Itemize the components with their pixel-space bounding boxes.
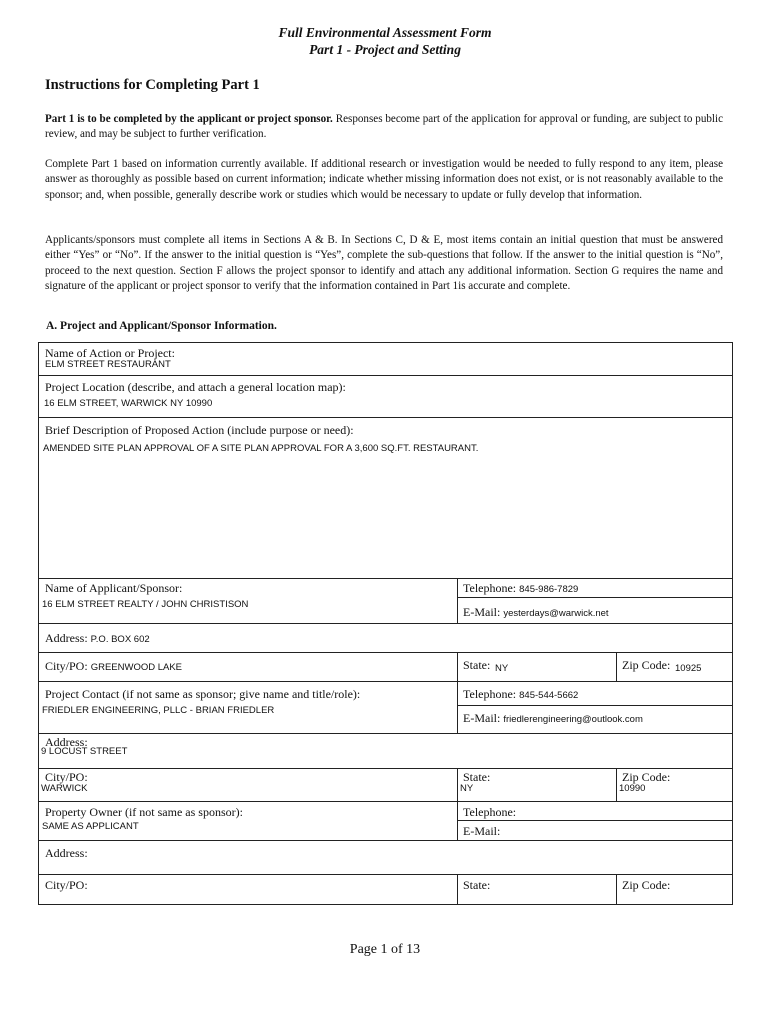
divider: [39, 801, 732, 802]
applicant-city: [45, 659, 182, 674]
owner-telephone-label: Telephone:: [463, 805, 517, 819]
name-of-action-label: Name of Action or Project:: [45, 346, 175, 360]
applicant-state-label: State:: [463, 658, 491, 672]
applicant-telephone: [463, 581, 578, 596]
applicant-email: [463, 605, 609, 620]
applicant-address-label: Address:: [45, 631, 88, 645]
contact-email-field[interactable]: friedlerengineering@outlook.com: [503, 714, 643, 725]
applicant-city-field[interactable]: GREENWOOD LAKE: [90, 662, 183, 673]
divider: [616, 652, 617, 681]
contact-email-label: E-Mail:: [463, 711, 501, 725]
page-number: Page 1 of 13: [349, 942, 421, 957]
applicant-name-label: Name of Applicant/Sponsor:: [45, 581, 183, 595]
divider: [457, 597, 732, 598]
divider: [39, 652, 732, 653]
applicant-email-label: E-Mail:: [463, 605, 501, 619]
divider: [39, 840, 732, 841]
brief-description-label: Brief Description of Proposed Action (include purpose or need):: [45, 423, 354, 437]
divider: [457, 768, 458, 840]
applicant-telephone-label: Telephone:: [463, 581, 517, 595]
contact-email: [463, 711, 643, 726]
owner-name-label: Property Owner (if not same as sponsor):: [45, 805, 243, 819]
divider: [457, 874, 458, 905]
divider: [457, 820, 732, 821]
instructions-title: Instructions for Completing Part 1: [45, 77, 260, 93]
project-location-label: Project Location (describe, and attach a general location map):: [45, 380, 346, 394]
contact-state-field[interactable]: NY: [460, 783, 474, 794]
applicant-name-field[interactable]: 16 ELM STREET REALTY / JOHN CHRISTISON: [42, 599, 249, 610]
divider: [39, 417, 732, 418]
owner-state-label: State:: [463, 878, 491, 892]
owner-city-label: City/PO:: [45, 878, 88, 892]
applicant-zip-label: Zip Code:: [622, 658, 671, 672]
instructions-paragraph-1-bold: Part 1 is to be completed by the applicant or project sponsor.: [45, 113, 333, 125]
contact-name-label: Project Contact (if not same as sponsor; give name and title/role):: [45, 687, 361, 701]
contact-name-field[interactable]: FRIEDLER ENGINEERING, PLLC - BRIAN FRIEDLER: [42, 705, 275, 716]
contact-city-label: City/PO:: [45, 770, 88, 784]
applicant-address-field[interactable]: P.O. BOX 602: [90, 634, 150, 645]
divider: [39, 578, 732, 579]
divider: [616, 874, 617, 905]
owner-email-label: E-Mail:: [463, 824, 501, 838]
contact-city-field[interactable]: WARWICK: [41, 783, 88, 794]
applicant-address: [45, 631, 150, 646]
divider: [39, 874, 732, 875]
divider: [39, 681, 732, 682]
contact-telephone-field[interactable]: 845-544-5662: [519, 690, 579, 701]
divider: [39, 375, 732, 376]
owner-name-field[interactable]: SAME AS APPLICANT: [42, 821, 139, 832]
divider: [457, 652, 458, 733]
owner-address-label: Address:: [45, 846, 88, 860]
contact-state-label: State:: [463, 770, 491, 784]
name-of-action-field[interactable]: ELM STREET RESTAURANT: [45, 359, 171, 370]
contact-telephone-label: Telephone:: [463, 687, 517, 701]
section-a-title: A. Project and Applicant/Sponsor Information.: [46, 320, 277, 332]
project-info-form: [38, 342, 733, 905]
owner-zip-label: Zip Code:: [622, 878, 671, 892]
contact-address-field[interactable]: 9 LOCUST STREET: [41, 746, 128, 757]
instructions-paragraph-2: Complete Part 1 based on information currently available. If additional research or investigation would be needed to fully respond to any item, please answer as thoroughly as possible based on current information; indicate whether missing information does not exist, or is not reasonably available to the sponsor; and, when possible, generally describe work or studies which would be necessary to update or fully develop that information.: [45, 158, 723, 201]
applicant-state-field[interactable]: NY: [495, 663, 509, 674]
contact-address-label: Address:: [45, 735, 88, 749]
divider: [39, 733, 732, 734]
applicant-email-field[interactable]: yesterdays@warwick.net: [503, 608, 609, 619]
divider: [39, 768, 732, 769]
divider: [616, 768, 617, 801]
divider: [457, 705, 732, 706]
form-title: Full Environmental Assessment Form: [278, 25, 492, 40]
project-location-field[interactable]: 16 ELM STREET, WARWICK NY 10990: [44, 398, 213, 409]
applicant-city-label: City/PO:: [45, 659, 88, 673]
brief-description-field[interactable]: AMENDED SITE PLAN APPROVAL OF A SITE PLAN APPROVAL FOR A 3,600 SQ.FT. RESTAURANT.: [43, 443, 479, 454]
contact-telephone: [463, 687, 578, 702]
instructions-paragraph-1: [45, 112, 723, 143]
instructions-paragraph-3: Applicants/sponsors must complete all items in Sections A & B. In Sections C, D & E, most items contain an initial question that must be answered either “Yes” or “No”. If the answer to the initial question is “Yes”, complete the sub-questions that follow. If the answer to the initial question is “No”, proceed to the next question. Section F allows the project sponsor to identify and attach any additional information. Section G requires the name and signature of the applicant or project sponsor to verify that the information contained in Part 1is accurate and complete.: [45, 234, 723, 292]
form-subtitle: Part 1 - Project and Setting: [309, 42, 461, 57]
divider: [457, 578, 458, 623]
contact-zip-label: Zip Code:: [622, 770, 671, 784]
divider: [39, 623, 732, 624]
applicant-telephone-field[interactable]: 845-986-7829: [519, 584, 579, 595]
instructions-paragraph-1-text: Responses become part of the application for approval or funding, are subject to public review, and may be subject to further verification.: [45, 113, 723, 141]
contact-zip-field[interactable]: 10990: [619, 783, 646, 794]
applicant-zip-field[interactable]: 10925: [675, 663, 702, 674]
